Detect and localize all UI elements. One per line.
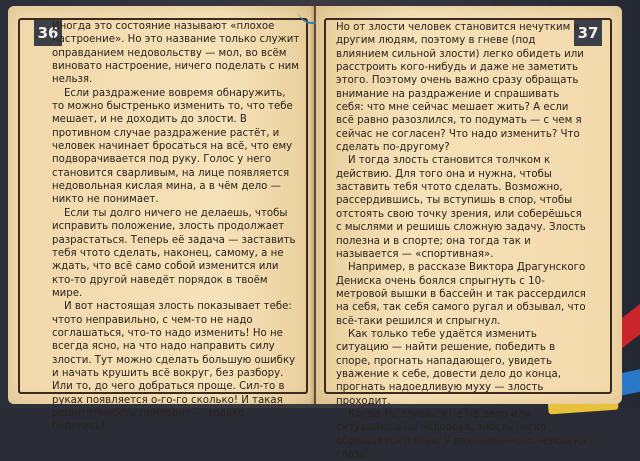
- left-paragraph-2: Если раздражение вовремя обнаружить, то можно быстренько изменить то, что тебе мешает, и не доходить до злости. В противном случае раздражение растёт, и человек начинает бросаться на всё, что ему подворачивается под руку. Голос у него становится сварливым, на лице появляется недовольная кислая мина, а в чём дело — никто не понимает.: [52, 87, 293, 206]
- right-paragraph-4: Как только тебе удаётся изменить ситуацию — найти решение, победить в споре, прогнать нападающего, увидеть уважение к себе, довести дело до конца, прогнать надоедливую муху — злость проходит.: [336, 328, 562, 407]
- open-book: [8, 6, 624, 460]
- left-page-text: [52, 20, 300, 434]
- left-paragraph-1: Иногда это состояние называют «плохое настроение». Но это название только служит оправданием недовольству — мол, во всём виновато настроение, ничего поделать с ним нельзя.: [52, 21, 300, 86]
- right-page-text: [336, 21, 588, 461]
- left-page-number: 36: [34, 20, 62, 46]
- right-paragraph-2: И тогда злость становится толчком к действию. Для того она и нужна, чтобы заставить тебя чтото сделать. Возможно, рассердившись, ты вступишь в спор, чтобы отстоять свою точку зрения, или соберёшься с мыслями и решишь сложную задачу. Злость полезна и в спорте; она тогда так и называется — «спортивная».: [336, 155, 586, 260]
- left-paragraph-3: Если ты долго ничего не делаешь, чтобы исправить положение, злость продолжает разрастаться. Теперь её задача — заставить тебя чтото сделать, наконец, самому, а не ждать, что всё само собой изменится или кто-то другой наведёт порядок в твоём мире.: [52, 207, 296, 299]
- right-paragraph-3: Например, в рассказе Виктора Драгунского Дениска очень боялся спрыгнуть с 10-метровой вышки в бассейн и так рассердился на себя, так себя самого ругал и обзывал, что всё-таки решился и спрыгнул.: [336, 262, 586, 327]
- left-page: [8, 6, 314, 433]
- left-paragraph-4: И вот настоящая злость показывает тебе: чтото неправильно, с чем-то не надо соглашаться, что-то надо изменить! Но не всегда ясно, на что надо направить силу злости. Тут можно сделать большую ошибку и начать крушить всё вокруг, без разбору. Или то, до чего добраться проще. Сил-то в руках появляется о-го-го сколько! И такая решительность приходит — только берегись!: [52, 301, 296, 433]
- right-page-number: 37: [574, 20, 602, 46]
- right-page: [316, 6, 622, 460]
- right-paragraph-5: Когда ты злишься не на дело или ситуацию, а на человека, злость легко обращается в гнев. У разгневанного человека глаза: [336, 408, 587, 460]
- right-paragraph-1: Но от злости человек становится нечутким к другим людям, поэтому в гневе (под влиянием сильной злости) легко обидеть или расстроить кого-нибудь и даже не заметить этого. Поэтому очень важно сразу обращать внимание на раздражение и спрашивать себя: что мне сейчас мешает жить? А если всё равно разозлился, то подумать — с чем я сейчас не согласен? Что надо изменить? Что сделать по-другому?: [336, 22, 584, 154]
